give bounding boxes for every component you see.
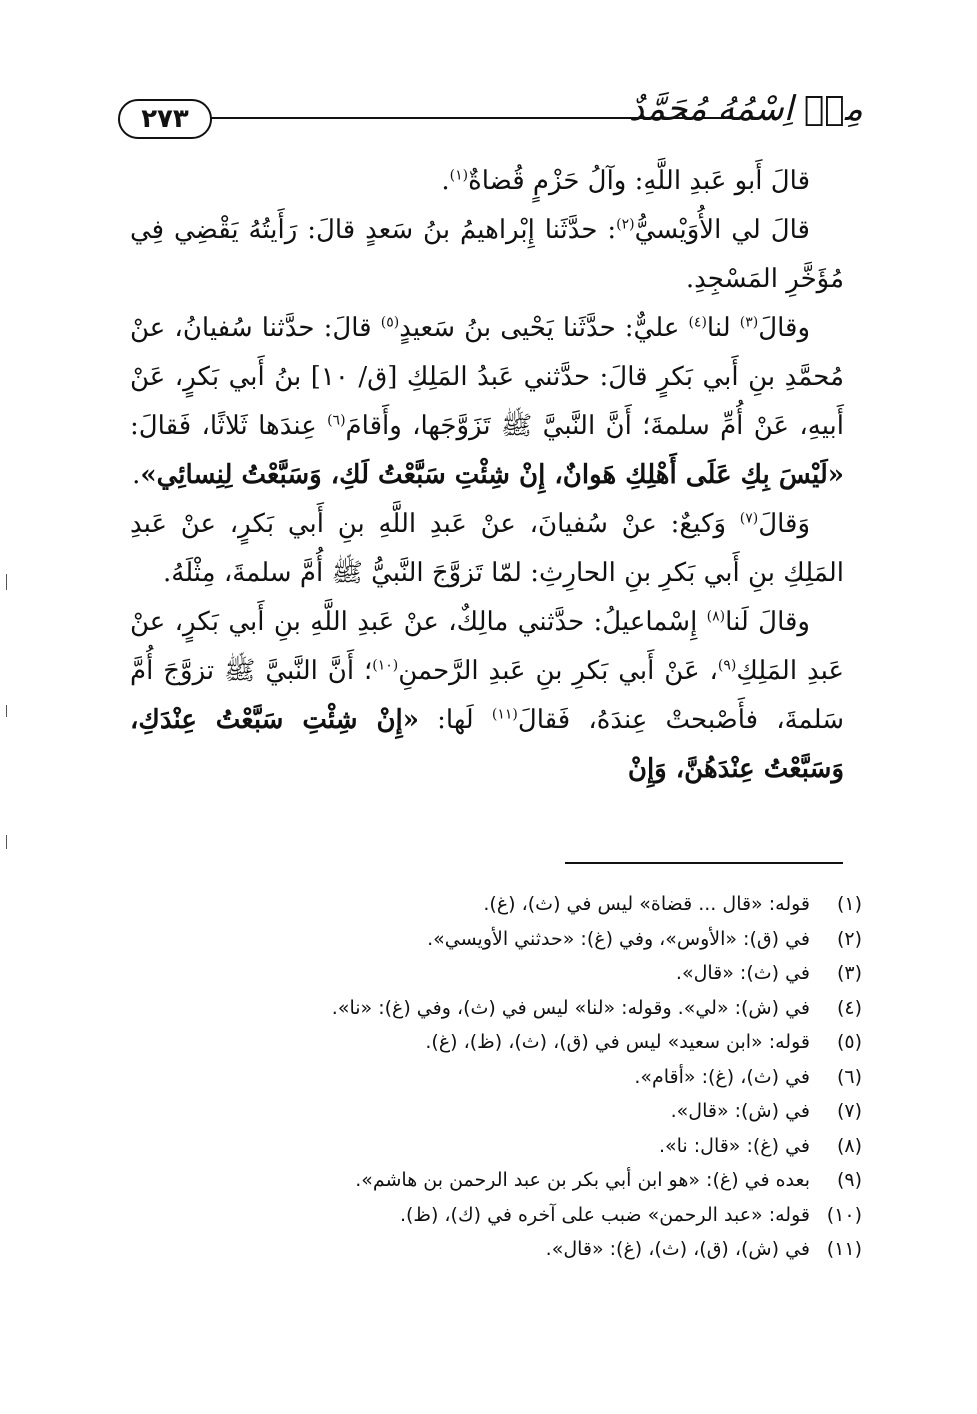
text-segment: : حدَّثَنا إِبْراهيمُ بنُ سَعدٍ قالَ: رَأَيتُهُ يَقْضِي فِي مُؤَخَّرِ المَسْجِدِ. [130,215,844,294]
footnote-text: في (ش)، (ق)، (ث)، (غ): «قال». [545,1238,810,1260]
footnote-marker: (٨) [706,608,726,625]
text-segment: لَها: [419,705,492,735]
footnote-marker: (٩) [717,657,737,674]
text-segment: ، عَنْ أَبي بَكرِ بنِ عَبدِ الرَّحمنِ [398,656,718,686]
footnote-marker: (٤) [688,314,707,331]
paragraph [130,206,844,304]
running-title: مِنۡ اِسْمُهُ مُحَمَّدٌ [628,89,863,129]
paragraph [130,157,844,206]
footnote-text: بعده في (غ): «هو ابن أبي بكر بن عبد الرحمن بن هاشم». [355,1169,810,1191]
footnote-text: في (ث): «قال». [675,962,810,984]
page-header [118,89,863,149]
text-segment: وَكيعٌ: عنْ سُفيانَ، عنْ عَبدِ اللَّهِ بنِ أَبي بَكرٍ، عنْ عَبدِ المَلِكِ بنِ أَبي بَكرِ بنِ الحارِثِ: لمّا تَزوَّجَ النَّبيُّ ﷺ أُمَّ سلمةَ، مِثْلَهُ. [130,509,844,588]
text-segment: وقالَ لَنا [725,607,810,637]
text-segment: لنا [706,313,740,343]
footnote-text: قوله: «ابن سعيد» ليس في (ق)، (ث)، (ظ)، (غ). [425,1031,810,1053]
text-segment: ؛ أَنَّ النَّبيَّ ﷺ تزوَّجَ أُمَّ سَلمةَ، فأَصْبحتْ عِندَهُ، فَقالَ [130,656,844,735]
footnote-number: (١٠) [826,1203,862,1226]
footnote-marker: (٧) [739,510,759,527]
hadith-text: «لَيْسَ بِكِ عَلَى أَهْلِكِ هَوانٌ، إِنْ شِئْتِ سَبَّعْتُ لَكِ، وَسَبَّعْتُ لِنِسائِي» [140,460,844,490]
text-segment: وقالَ [758,313,810,343]
margin-mark [6,574,7,590]
footnote-number: (٤) [836,996,862,1019]
margin-mark [6,705,7,717]
footnote-marker: (١) [449,167,469,184]
footnote-item [302,1060,862,1095]
footnote-number: (٨) [836,1134,862,1157]
main-text [130,157,844,794]
footnote-text: في (ش): «لي». وقوله: «لنا» ليس في (ث)، وفي (غ): «نا». [331,996,810,1019]
footnote-text: في (ق): «الأوس»، وفي (غ): «حدثني الأويسي». [427,927,810,950]
text-segment: وَقالَ [758,509,810,539]
footnote-item [302,1025,862,1060]
footnote-number: (١١) [826,1238,862,1260]
footnote-item [302,1094,862,1129]
footnote-marker: (١٠) [372,657,399,674]
footnote-marker: (١١) [491,706,518,723]
text-segment: إِسْماعيلُ: حدَّثني مالِكٌ، عنْ عَبدِ اللَّهِ بنِ أَبي بَكرٍ، عنْ عَبدِ المَلِكِ [130,607,844,686]
footnote-number: (٦) [836,1065,862,1088]
paragraph [130,598,844,794]
footnote-item [302,887,862,922]
footnote-number: (٣) [836,962,862,984]
footnote-text: في (ش): «قال». [670,1100,810,1122]
footnote-text: قوله: «عبد الرحمن» ضبب على آخره في (ك)، (ظ). [399,1203,810,1226]
footnote-marker: (٦) [327,412,346,429]
footnote-item [302,1198,862,1233]
footnote-item [302,991,862,1026]
footnote-text: قوله: «قال ... قضاة» ليس في (ث)، (غ). [483,893,810,915]
footnote-item [302,1129,862,1164]
footnotes-list [302,887,862,1267]
footnote-number: (١) [836,893,862,915]
text-segment: عِندَها ثَلاثًا، فَقالَ: [130,411,328,441]
footnote-number: (٢) [836,927,862,950]
text-segment: قالَ أَبو عَبدِ اللَّهِ: وآلُ حَزْمٍ قُضاةٌ [468,166,810,196]
text-segment: قالَ: حدَّثنا سُفيانُ، عنْ مُحمَّدِ بنِ أَبي بَكرٍ قالَ: حدَّثني عَبدُ المَلِكِ [ق/ ١٠] بنُ أَبي بَكرٍ، عَنْ أَبيهِ، عَنْ أُمِّ سلمةَ؛ أَنَّ النَّبيَّ ﷺ تَزَوَّجَها، وأَقامَ [130,313,845,441]
paragraph [130,500,844,598]
text-segment: . [132,460,141,490]
footnote-text: في (غ): «قال: نا». [658,1134,810,1157]
footnote-marker: (٥) [380,314,400,331]
page-number: ٢٧٣ [118,99,212,139]
text-segment: . [441,166,450,196]
footnote-marker: (٢) [616,216,635,233]
footnote-number: (٥) [836,1031,862,1053]
footnote-item [302,1232,862,1267]
footnote-marker: (٣) [739,314,759,331]
text-segment: قالَ لي الأُوَيْسيُّ [634,215,810,245]
paragraph [130,304,844,500]
footnote-item [302,1163,862,1198]
footnote-item [302,922,862,957]
footnote-item [302,956,862,991]
text-segment: عليٌّ: حدَّثَنا يَحْيى بنُ سَعيدٍ [399,313,689,343]
footnote-number: (٩) [836,1169,862,1191]
hadith-text: «إِنْ شِئْتِ سَبَّعْتُ عِنْدَكِ، وَسَبَّعْتُ عِنْدَهُنَّ، وَإِنْ [130,705,844,784]
margin-mark [6,835,7,849]
footnote-separator [565,862,843,864]
footnote-text: في (ث)، (غ): «أقام». [634,1065,810,1088]
footnote-number: (٧) [836,1100,862,1122]
